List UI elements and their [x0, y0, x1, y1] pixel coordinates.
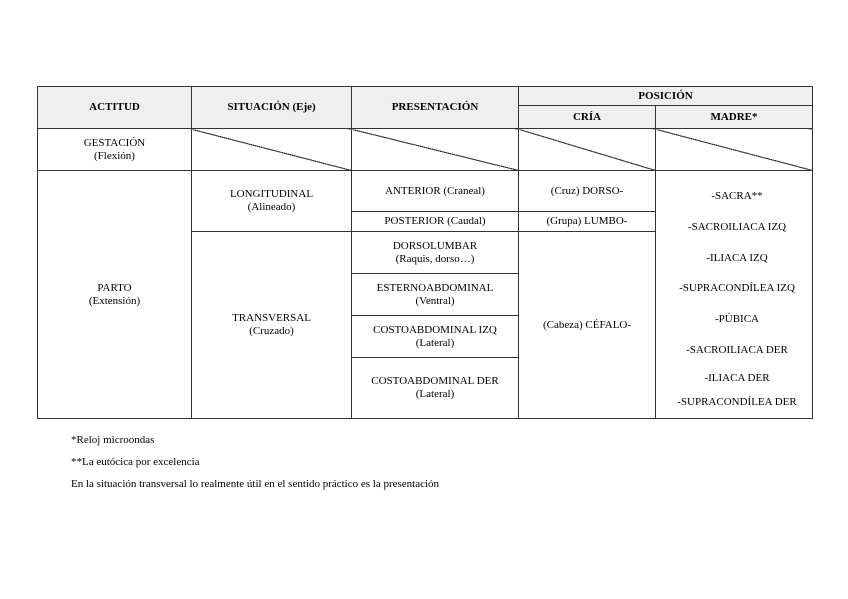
madre-item: -SACROILIACA DER — [686, 343, 788, 356]
parto-label: PARTO — [97, 281, 132, 294]
gestacion-sub: (Flexión) — [94, 149, 135, 162]
presentacion-anterior: ANTERIOR (Craneal) — [352, 171, 519, 212]
cria-dorso: (Cruz) DORSO- — [519, 171, 656, 212]
footnote: *Reloj microondas — [71, 434, 155, 446]
presentacion-posterior: POSTERIOR (Caudal) — [352, 212, 519, 232]
presentations-table — [37, 86, 813, 419]
esternoabdominal-label: ESTERNOABDOMINAL — [376, 281, 494, 294]
presentacion-esternoabdominal — [352, 274, 519, 316]
header-situacion: SITUACIÓN (Eje) — [192, 87, 352, 129]
presentacion-costo-izq — [352, 316, 519, 358]
transversal-cell — [192, 232, 352, 419]
madre-item: -SUPRACONDÍLEA IZQ — [679, 282, 795, 295]
costo-izq-label: COSTOABDOMINAL IZQ — [373, 323, 497, 336]
longitudinal-sub: (Alineado) — [247, 201, 296, 213]
costo-der-sub: (Lateral) — [415, 388, 455, 400]
header-cria: CRÍA — [519, 106, 656, 129]
footnote: **La eutócica por excelencia — [71, 456, 200, 468]
empty-diagonal-cell — [519, 129, 656, 171]
madre-item: -SUPRACONDÍLEA DER — [677, 395, 797, 408]
longitudinal-cell — [192, 171, 352, 232]
cria-cefalo: (Cabeza) CÉFALO- — [519, 232, 656, 419]
madre-item: -ILIACA IZQ — [706, 251, 768, 264]
presentacion-costo-der — [352, 358, 519, 419]
transversal-sub: (Cruzado) — [249, 325, 294, 337]
gestacion-cell — [38, 129, 192, 171]
transversal-label: TRANSVERSAL — [232, 312, 311, 324]
header-madre: MADRE* — [656, 106, 813, 129]
esternoabdominal-sub: (Ventral) — [415, 294, 455, 307]
empty-diagonal-cell — [192, 129, 352, 171]
madre-item: -ILIACA DER — [704, 371, 770, 384]
madre-item: -SACRA** — [711, 190, 763, 202]
footnotes — [71, 433, 439, 499]
madre-list — [656, 171, 813, 419]
row-anterior — [38, 171, 813, 212]
footnote: En la situación transversal lo realmente útil en el sentido práctico es la presentación — [71, 478, 440, 490]
cria-lumbo: (Grupa) LUMBO- — [519, 212, 656, 232]
parto-cell — [38, 171, 192, 419]
presentacion-dorsolumbar — [352, 232, 519, 274]
gestacion-row — [38, 129, 813, 171]
madre-item: -SACROILIACA IZQ — [687, 220, 787, 233]
header-presentacion: PRESENTACIÓN — [352, 87, 519, 129]
longitudinal-label: LONGITUDINAL — [229, 188, 314, 200]
empty-diagonal-cell — [656, 129, 813, 171]
dorsolumbar-label: DORSOLUMBAR — [392, 239, 478, 252]
header-posicion: POSICIÓN — [519, 87, 813, 106]
header-row — [38, 87, 813, 106]
dorsolumbar-sub: (Raquis, dorso…) — [395, 252, 475, 265]
gestacion-label: GESTACIÓN — [83, 136, 146, 149]
header-actitud: ACTITUD — [38, 87, 192, 129]
costo-izq-sub: (Lateral) — [415, 336, 455, 349]
costo-der-label: COSTOABDOMINAL DER — [371, 375, 499, 387]
parto-sub: (Extensión) — [88, 294, 141, 307]
empty-diagonal-cell — [352, 129, 519, 171]
madre-item: -PÚBICA — [714, 313, 759, 326]
